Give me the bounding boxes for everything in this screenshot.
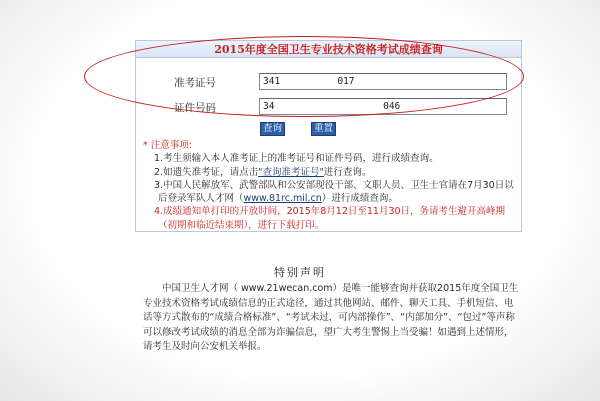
annotation-circle [84, 36, 524, 117]
note-item-1: 1.考生须输入本人准考证上的准考证号和证件号码，进行成绩查询。 [154, 153, 439, 165]
declaration-body: 中国卫生人才网（ www.21wecan.com）是唯一能够查询并获取2015年度全国卫生专业技术资格考试成绩信息的正式途径，通过其他网站、邮件、聊天工具、手机短信、电话等方式散布的“成绩合格标准”、“考试未过，可内部操作”、“内部加分”、“包过”等声称可以修改考试成绩的消息全部为诈骗信息，望广大考生警惕上当受骗！如遇到上述情形，请考生及时向公安机关举报。 [143, 283, 519, 352]
admission-number-label: 准考证号 [174, 77, 216, 89]
lookup-admission-number-link[interactable]: "查询准考证号" [258, 166, 324, 178]
notes-section [143, 139, 519, 232]
note-item-3 [143, 179, 519, 206]
reset-button[interactable]: 重置 [311, 122, 336, 136]
note-item-3-prefix: 3.中国人民解放军、武警部队和公安部现役干部、文职人员、卫生士官请在7月30日以后登录军队人才网（ [154, 179, 514, 205]
query-button[interactable]: 查询 [260, 122, 285, 136]
note-item-2 [143, 166, 519, 179]
military-talent-site-link[interactable]: www.81rc.mil.cn [243, 193, 322, 205]
note-item-2-suffix: 进行查询。 [323, 166, 372, 178]
id-number-label: 证件号码 [174, 102, 216, 114]
note-item-4: 4.成绩通知单打印的开放时间，2015年8月12日至11月30日，务请考生避开高峰期（初期和临近结束期），进行下载打印。 [154, 206, 506, 231]
note-item-2-prefix: 2.如遗失准考证，请点击 [154, 166, 259, 178]
panel-title: 2015年度全国卫生专业技术资格考试成绩查询 [136, 41, 521, 58]
notes-heading: * 注意事项: [143, 140, 192, 151]
declaration-title: 特别声明 [274, 266, 326, 279]
id-number-input[interactable]: 34 046 [259, 98, 507, 115]
admission-number-input[interactable]: 341 017 [259, 73, 507, 90]
note-item-3-suffix: ）进行成绩查询。 [321, 193, 398, 205]
